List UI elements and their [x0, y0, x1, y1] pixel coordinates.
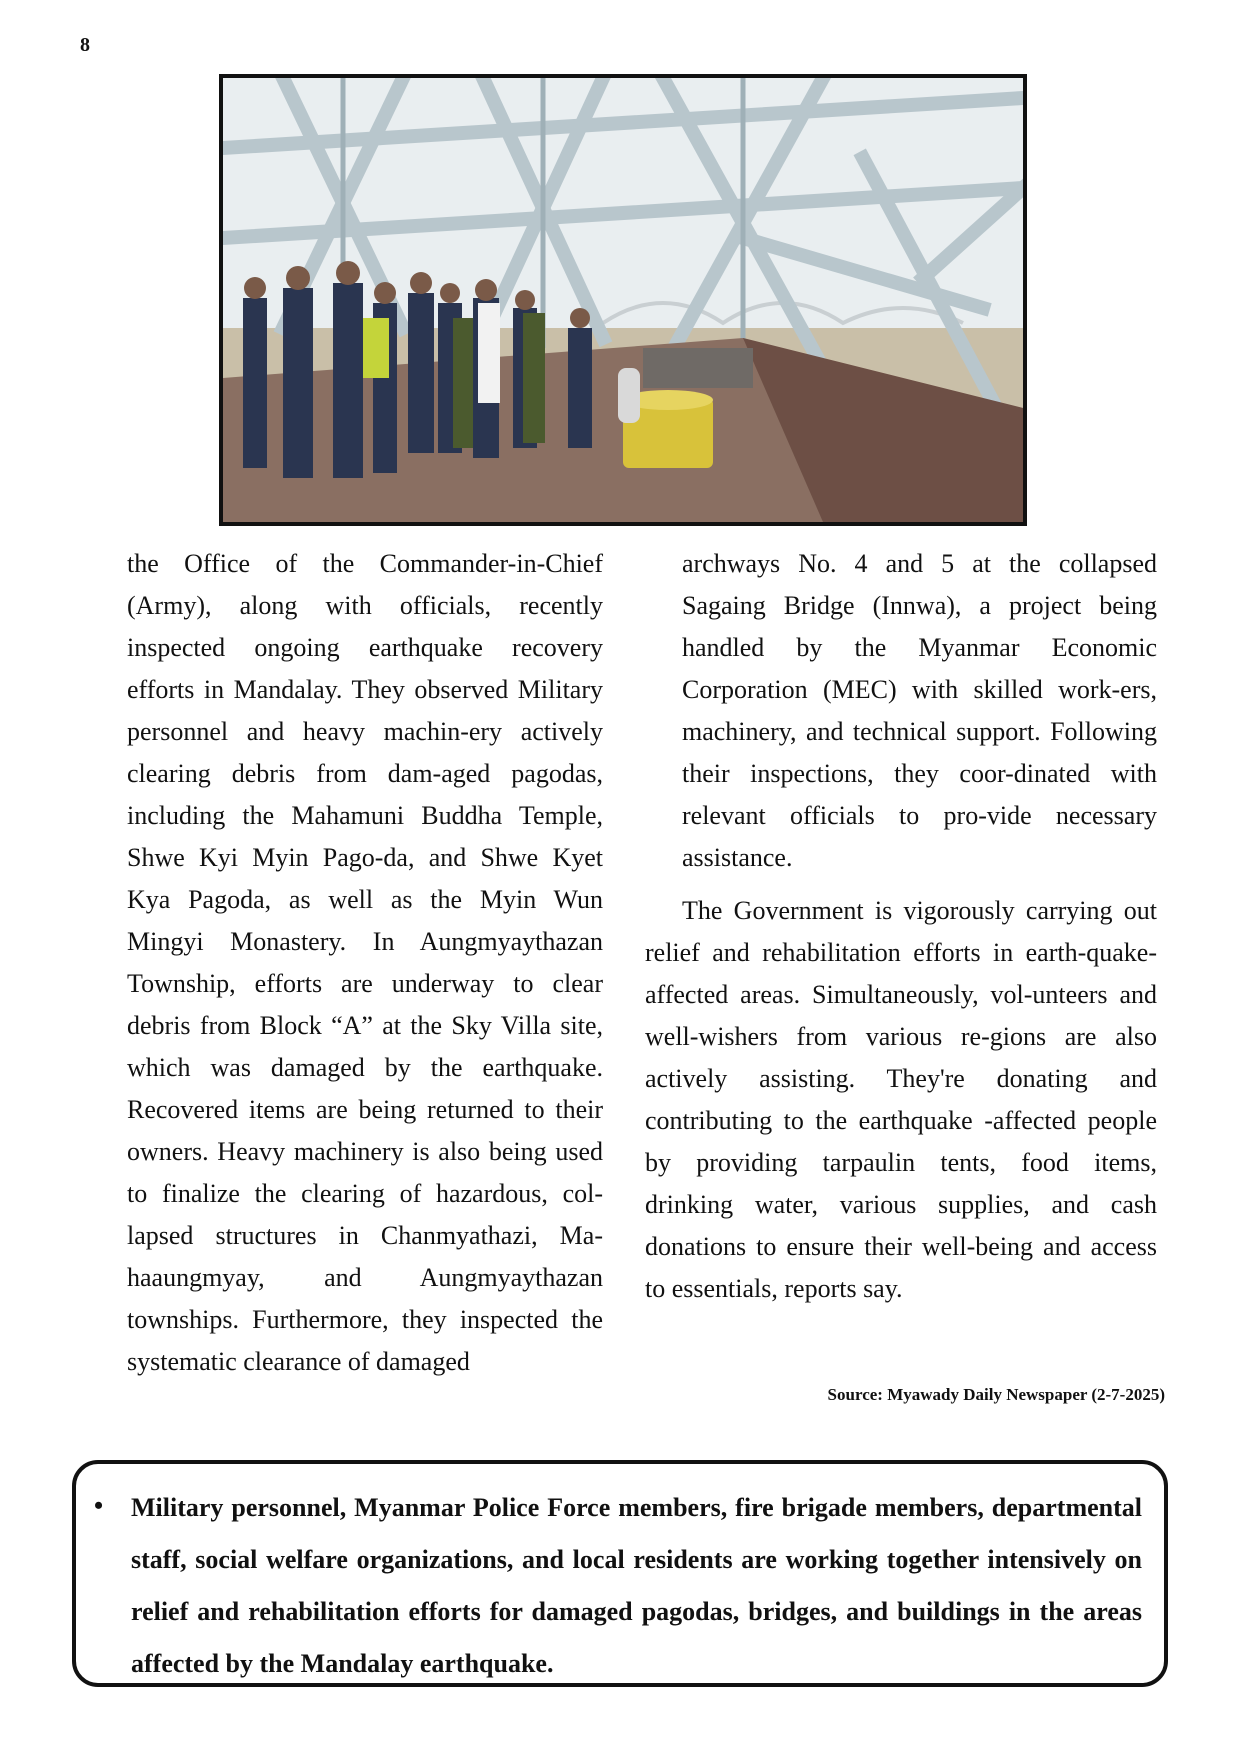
article-paragraph: archways No. 4 and 5 at the collapsed Sagaing Bridge (Innwa), a project being handled by the Myanmar Economic Corporation (MEC) with skilled work-ers, machinery, and technical support. Following their inspections, they coor-dinated with relevant officials to pro-vide necessary assistance. [682, 549, 1157, 872]
article-column-left [127, 543, 603, 1383]
source-citation: Source: Myawady Daily Newspaper (2-7-2025) [827, 1385, 1165, 1404]
bullet-icon: • [94, 1491, 104, 1520]
photo-illustration [223, 78, 1023, 522]
callout-text: Military personnel, Myanmar Police Force members, fire brigade members, departmental staff, social welfare organizations, and local residents are working together intensively on relief and rehabilitation efforts for damaged pagodas, bridges, and buildings in the areas affected by the Mandalay earthquake. [131, 1493, 1142, 1678]
article-paragraph: The Government is vigorously carrying out relief and rehabilitation efforts in earth-quake-affected areas. Simultaneously, vol-unteers and well-wishers from various re-gions are also actively assisting. They're donating and contributing to the earthquake -affected people by providing tarpaulin tents, food items, drinking water, various supplies, and cash donations to ensure their well-being and access to essentials, reports say. [645, 896, 1157, 1303]
article-paragraph: the Office of the Commander-in-Chief (Army), along with officials, recently inspected ongoing earthquake recovery efforts in Mandalay. They observed Military personnel and heavy machin-ery actively clearing debris from dam-aged pagodas, including the Mahamuni Buddha Temple, Shwe Kyi Myin Pago-da, and Shwe Kyet Kya Pagoda, as well as the Myin Wun Mingyi Monastery. In Aungmyaythazan Township, efforts are underway to clear debris from Block “A” at the Sky Villa site, which was damaged by the earthquake. Recovered items are being returned to their owners. Heavy machinery is also being used to finalize the clearing of hazardous, col-lapsed structures in Chanmyathazi, Ma-haaungmyay, and Aungmyaythazan townships. Furthermore, they inspected the systematic clearance of damaged [127, 549, 603, 1376]
page-number: 8 [80, 34, 90, 56]
article-column-right [645, 543, 1157, 1310]
summary-callout-box [72, 1460, 1168, 1687]
bridge-inspection-photo [219, 74, 1027, 526]
